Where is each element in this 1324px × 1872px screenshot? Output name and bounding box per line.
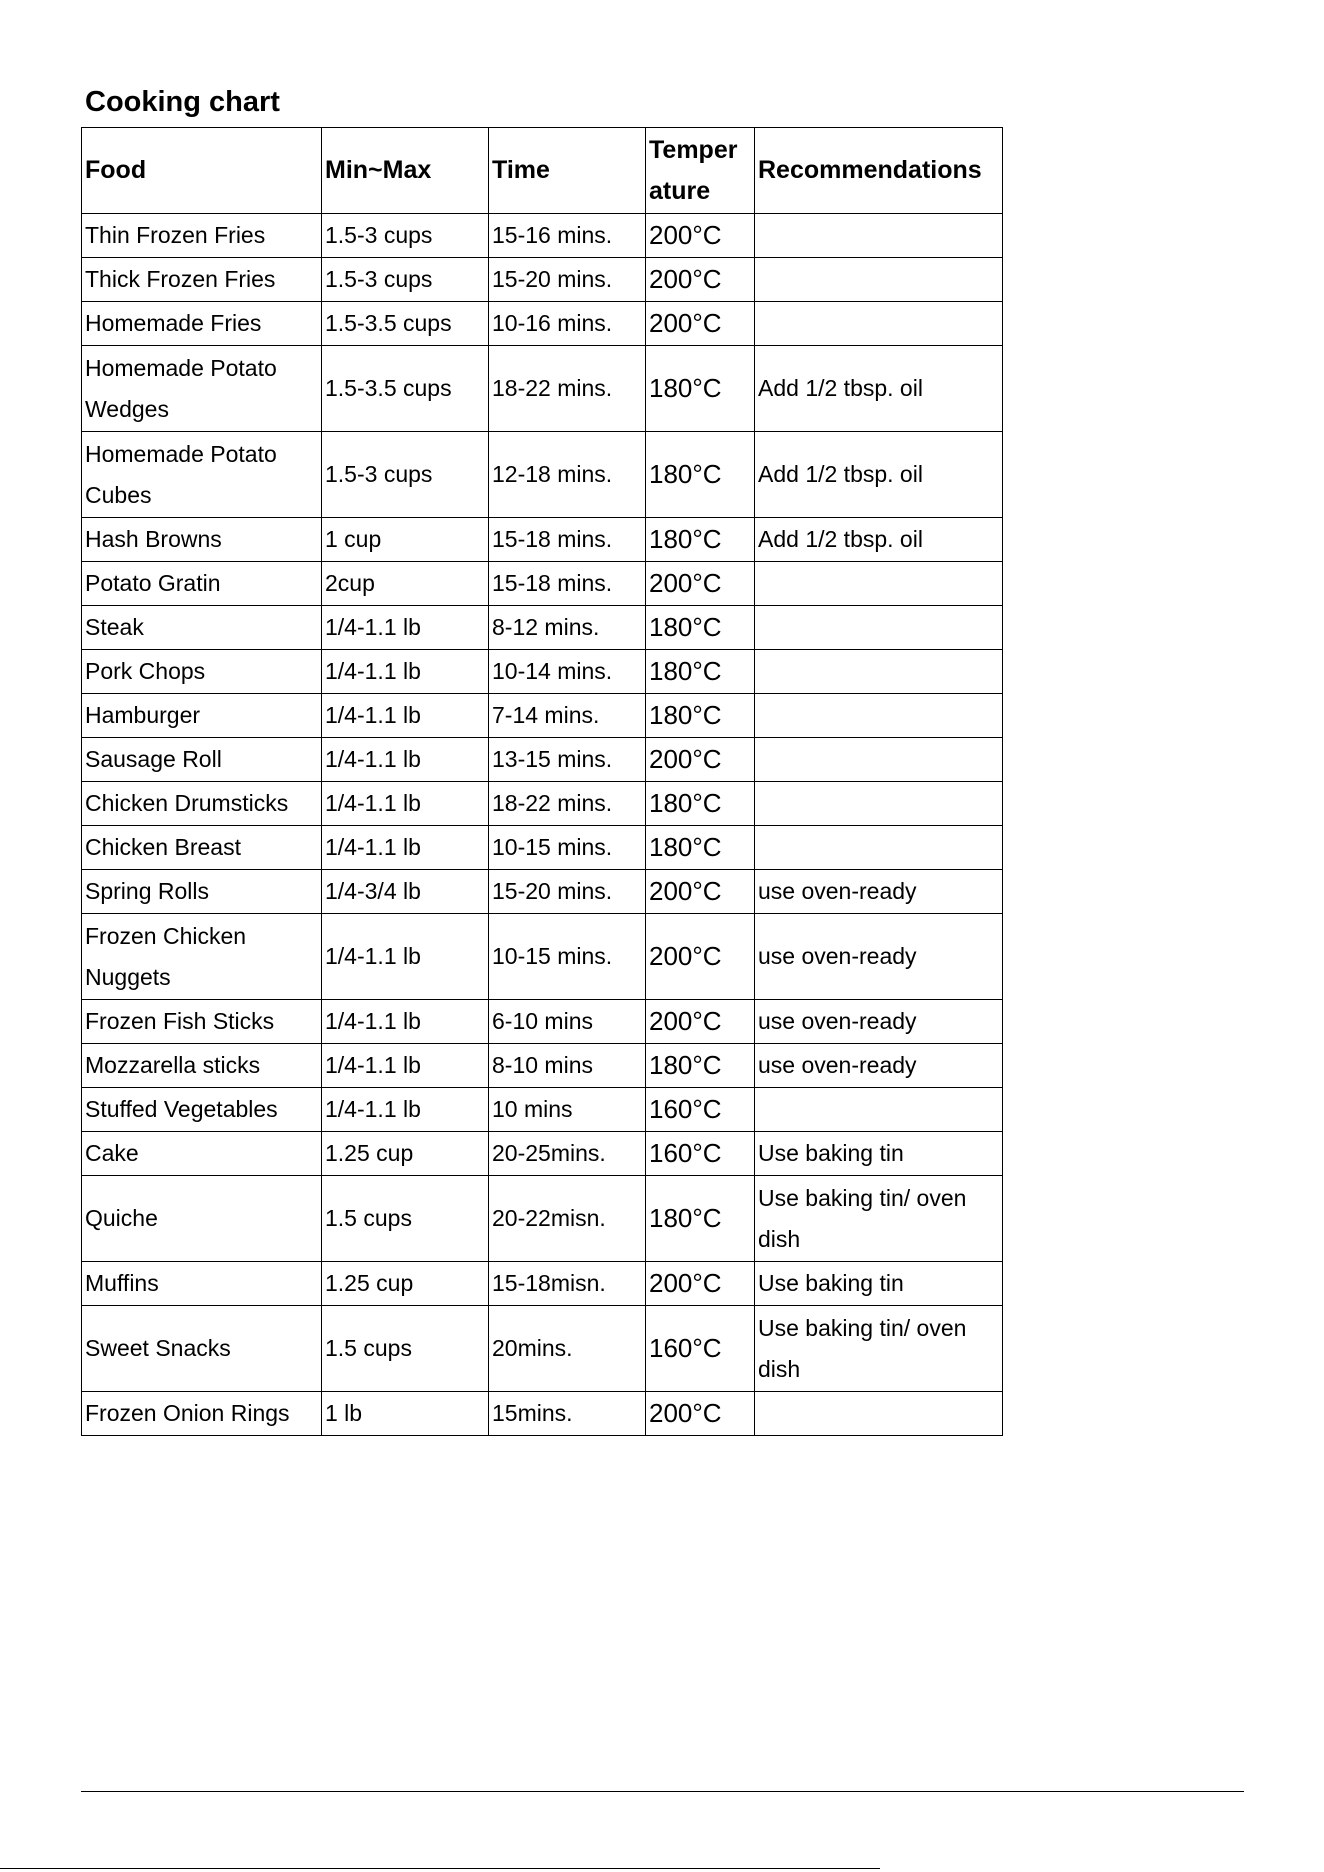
cell-food: Frozen Chicken Nuggets: [82, 914, 322, 1000]
cell-food: Thick Frozen Fries: [82, 258, 322, 302]
table-row: [82, 606, 1003, 650]
cell-food: Steak: [82, 606, 322, 650]
table-row: [82, 1132, 1003, 1176]
cell-temperature: 180°C: [646, 782, 755, 826]
cell-min-max: 1.5 cups: [322, 1176, 489, 1262]
cell-recommendations: Add 1/2 tbsp. oil: [755, 346, 1003, 432]
cell-time: 7-14 mins.: [489, 694, 646, 738]
cell-min-max: 1/4-1.1 lb: [322, 1088, 489, 1132]
cell-time: 20-22misn.: [489, 1176, 646, 1262]
cell-food: Quiche: [82, 1176, 322, 1262]
cell-food: Frozen Onion Rings: [82, 1392, 322, 1436]
table-row: [82, 562, 1003, 606]
cell-food: Spring Rolls: [82, 870, 322, 914]
cell-min-max: 1.25 cup: [322, 1132, 489, 1176]
cell-food: Homemade Potato Wedges: [82, 346, 322, 432]
cell-min-max: 1/4-1.1 lb: [322, 826, 489, 870]
cell-temperature: 180°C: [646, 346, 755, 432]
table-row: [82, 258, 1003, 302]
header-time: Time: [489, 128, 646, 214]
table-row: [82, 432, 1003, 518]
cell-temperature: 180°C: [646, 1044, 755, 1088]
cell-temperature: 180°C: [646, 826, 755, 870]
cell-recommendations: [755, 1392, 1003, 1436]
cell-food: Homemade Fries: [82, 302, 322, 346]
table-row: [82, 738, 1003, 782]
footer-rule: [81, 1791, 1244, 1792]
cell-food: Frozen Fish Sticks: [82, 1000, 322, 1044]
header-min-max: Min~Max: [322, 128, 489, 214]
cell-time: 10-15 mins.: [489, 826, 646, 870]
table-row: [82, 782, 1003, 826]
cell-recommendations: Use baking tin: [755, 1262, 1003, 1306]
cell-recommendations: Add 1/2 tbsp. oil: [755, 432, 1003, 518]
table-row: [82, 650, 1003, 694]
cell-recommendations: [755, 782, 1003, 826]
cell-min-max: 1/4-1.1 lb: [322, 1044, 489, 1088]
cell-recommendations: use oven-ready: [755, 870, 1003, 914]
cell-time: 15-18misn.: [489, 1262, 646, 1306]
cell-food: Hamburger: [82, 694, 322, 738]
cell-time: 20-25mins.: [489, 1132, 646, 1176]
cell-min-max: 1/4-1.1 lb: [322, 650, 489, 694]
header-temperature: Temper ature: [646, 128, 755, 214]
cell-min-max: 1/4-1.1 lb: [322, 694, 489, 738]
table-row: [82, 518, 1003, 562]
cell-food: Mozzarella sticks: [82, 1044, 322, 1088]
cell-temperature: 200°C: [646, 302, 755, 346]
cell-min-max: 1.5-3 cups: [322, 214, 489, 258]
cell-time: 15-16 mins.: [489, 214, 646, 258]
cell-recommendations: Add 1/2 tbsp. oil: [755, 518, 1003, 562]
cell-recommendations: [755, 738, 1003, 782]
cell-min-max: 1.5-3.5 cups: [322, 346, 489, 432]
table-row: [82, 1306, 1003, 1392]
table-row: [82, 1000, 1003, 1044]
table-row: [82, 826, 1003, 870]
table-row: [82, 870, 1003, 914]
cell-recommendations: [755, 214, 1003, 258]
cell-time: 10-15 mins.: [489, 914, 646, 1000]
bottom-rule: [0, 1868, 880, 1869]
cell-food: Potato Gratin: [82, 562, 322, 606]
table-row: [82, 346, 1003, 432]
cell-min-max: 1.5-3 cups: [322, 258, 489, 302]
cell-recommendations: use oven-ready: [755, 914, 1003, 1000]
cell-recommendations: [755, 302, 1003, 346]
cell-recommendations: [755, 650, 1003, 694]
cell-time: 20mins.: [489, 1306, 646, 1392]
table-header-row: [82, 128, 1003, 214]
cell-temperature: 180°C: [646, 1176, 755, 1262]
cell-min-max: 1 lb: [322, 1392, 489, 1436]
cell-time: 10-14 mins.: [489, 650, 646, 694]
cell-time: 15-20 mins.: [489, 870, 646, 914]
cell-temperature: 180°C: [646, 650, 755, 694]
cell-min-max: 1/4-1.1 lb: [322, 606, 489, 650]
cell-time: 8-10 mins: [489, 1044, 646, 1088]
header-food: Food: [82, 128, 322, 214]
cell-time: 10 mins: [489, 1088, 646, 1132]
cell-temperature: 200°C: [646, 258, 755, 302]
table-row: [82, 694, 1003, 738]
table-row: [82, 914, 1003, 1000]
cell-min-max: 1.5-3.5 cups: [322, 302, 489, 346]
cell-food: Pork Chops: [82, 650, 322, 694]
cell-temperature: 180°C: [646, 518, 755, 562]
cell-min-max: 1/4-1.1 lb: [322, 1000, 489, 1044]
cell-temperature: 200°C: [646, 214, 755, 258]
cell-time: 15mins.: [489, 1392, 646, 1436]
cell-time: 12-18 mins.: [489, 432, 646, 518]
cell-recommendations: [755, 694, 1003, 738]
cell-recommendations: [755, 562, 1003, 606]
cell-temperature: 180°C: [646, 432, 755, 518]
cell-recommendations: use oven-ready: [755, 1044, 1003, 1088]
cell-min-max: 1.5-3 cups: [322, 432, 489, 518]
table-row: [82, 1392, 1003, 1436]
cell-time: 6-10 mins: [489, 1000, 646, 1044]
table-row: [82, 214, 1003, 258]
cell-recommendations: Use baking tin/ oven dish: [755, 1176, 1003, 1262]
cell-recommendations: [755, 258, 1003, 302]
cell-time: 15-18 mins.: [489, 518, 646, 562]
cell-time: 10-16 mins.: [489, 302, 646, 346]
table-row: [82, 1262, 1003, 1306]
cell-recommendations: use oven-ready: [755, 1000, 1003, 1044]
cell-food: Hash Browns: [82, 518, 322, 562]
cell-food: Sausage Roll: [82, 738, 322, 782]
cell-temperature: 200°C: [646, 562, 755, 606]
table-row: [82, 1044, 1003, 1088]
cell-min-max: 1/4-1.1 lb: [322, 738, 489, 782]
cell-min-max: 2cup: [322, 562, 489, 606]
cell-food: Thin Frozen Fries: [82, 214, 322, 258]
cell-time: 18-22 mins.: [489, 346, 646, 432]
cell-food: Stuffed Vegetables: [82, 1088, 322, 1132]
table-row: [82, 1088, 1003, 1132]
cell-min-max: 1.25 cup: [322, 1262, 489, 1306]
cell-temperature: 160°C: [646, 1088, 755, 1132]
cell-temperature: 200°C: [646, 870, 755, 914]
cell-food: Chicken Breast: [82, 826, 322, 870]
cell-min-max: 1/4-3/4 lb: [322, 870, 489, 914]
cell-temperature: 160°C: [646, 1306, 755, 1392]
cell-min-max: 1 cup: [322, 518, 489, 562]
cell-recommendations: [755, 826, 1003, 870]
cell-temperature: 200°C: [646, 914, 755, 1000]
header-recommendations: Recommendations: [755, 128, 1003, 214]
cell-recommendations: Use baking tin: [755, 1132, 1003, 1176]
cell-recommendations: Use baking tin/ oven dish: [755, 1306, 1003, 1392]
cooking-chart-table: [81, 127, 1003, 1436]
page-title: Cooking chart: [85, 86, 280, 118]
cell-temperature: 180°C: [646, 606, 755, 650]
cell-food: Chicken Drumsticks: [82, 782, 322, 826]
cell-food: Cake: [82, 1132, 322, 1176]
table-row: [82, 1176, 1003, 1262]
cell-recommendations: [755, 606, 1003, 650]
cell-temperature: 200°C: [646, 1262, 755, 1306]
table-body: [82, 214, 1003, 1436]
cell-time: 18-22 mins.: [489, 782, 646, 826]
cell-temperature: 200°C: [646, 1000, 755, 1044]
cell-recommendations: [755, 1088, 1003, 1132]
cell-time: 15-18 mins.: [489, 562, 646, 606]
cell-temperature: 200°C: [646, 738, 755, 782]
table-row: [82, 302, 1003, 346]
cell-food: Muffins: [82, 1262, 322, 1306]
cell-food: Sweet Snacks: [82, 1306, 322, 1392]
cell-time: 13-15 mins.: [489, 738, 646, 782]
cell-temperature: 200°C: [646, 1392, 755, 1436]
cell-time: 15-20 mins.: [489, 258, 646, 302]
cell-temperature: 160°C: [646, 1132, 755, 1176]
cell-time: 8-12 mins.: [489, 606, 646, 650]
cell-min-max: 1.5 cups: [322, 1306, 489, 1392]
cell-min-max: 1/4-1.1 lb: [322, 782, 489, 826]
cell-min-max: 1/4-1.1 lb: [322, 914, 489, 1000]
cell-temperature: 180°C: [646, 694, 755, 738]
cell-food: Homemade Potato Cubes: [82, 432, 322, 518]
